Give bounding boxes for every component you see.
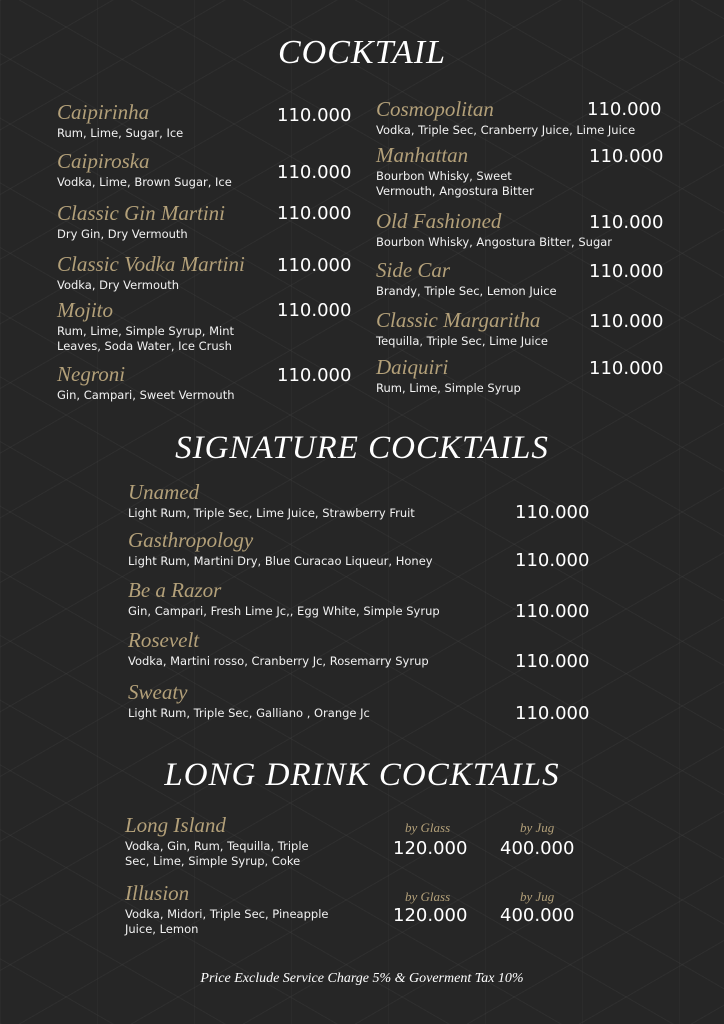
jug-label: by Jug xyxy=(520,820,555,835)
item-description: Rum, Lime, Simple Syrup, Mint Leaves, Soda Water, Ice Crush xyxy=(57,324,235,353)
menu-item xyxy=(128,528,508,569)
item-price: 110.000 xyxy=(589,261,664,282)
glass-price: 120.000 xyxy=(393,905,468,926)
menu-item xyxy=(57,201,272,242)
menu-item xyxy=(128,480,508,521)
item-description: Brandy, Triple Sec, Lemon Juice xyxy=(376,284,557,298)
item-name: Rosevelt xyxy=(128,628,200,652)
item-price: 110.000 xyxy=(277,255,352,276)
glass-label: by Glass xyxy=(405,889,451,904)
item-description: Dry Gin, Dry Vermouth xyxy=(57,227,188,241)
item-description: Bourbon Whisky, Sweet Vermouth, Angostura Bitter xyxy=(376,169,534,198)
glass-price: 120.000 xyxy=(393,838,468,859)
item-name: Sweaty xyxy=(128,680,188,704)
item-price: 110.000 xyxy=(277,203,352,224)
item-description: Gin, Campari, Fresh Lime Jc,, Egg White, Simple Syrup xyxy=(128,604,440,618)
item-name: Caipiroska xyxy=(57,149,150,173)
menu-item xyxy=(57,298,257,354)
item-name: Mojito xyxy=(57,298,113,322)
item-price: 110.000 xyxy=(515,703,590,724)
item-price: 110.000 xyxy=(515,502,590,523)
item-description: Vodka, Dry Vermouth xyxy=(57,278,180,292)
item-description: Rum, Lime, Sugar, Ice xyxy=(57,126,184,140)
item-name: Negroni xyxy=(57,362,126,386)
item-price: 110.000 xyxy=(589,146,664,167)
item-name: Unamed xyxy=(128,480,200,504)
item-price: 110.000 xyxy=(277,105,352,126)
item-description: Vodka, Gin, Rum, Tequilla, Triple Sec, Lime, Simple Syrup, Coke xyxy=(125,839,309,868)
item-name: Cosmopolitan xyxy=(376,97,494,121)
item-name: Caipirinha xyxy=(57,100,150,124)
item-description: Vodka, Midori, Triple Sec, Pineapple Juice, Lemon xyxy=(125,907,329,936)
item-name: Be a Razor xyxy=(128,578,222,602)
glass-label: by Glass xyxy=(405,820,451,835)
item-price: 110.000 xyxy=(515,651,590,672)
menu-item xyxy=(125,813,335,869)
menu-item xyxy=(128,578,508,619)
menu-item xyxy=(125,881,335,937)
menu-item xyxy=(57,362,272,403)
menu-item xyxy=(57,100,272,141)
item-price: 110.000 xyxy=(589,358,664,379)
item-price: 110.000 xyxy=(515,550,590,571)
item-price: 110.000 xyxy=(277,365,352,386)
item-price: 110.000 xyxy=(515,601,590,622)
menu-item xyxy=(128,680,508,721)
menu-item xyxy=(57,252,272,293)
jug-price: 400.000 xyxy=(500,905,575,926)
price-disclaimer: Price Exclude Service Charge 5% & Goverment Tax 10% xyxy=(200,971,524,986)
item-description: Light Rum, Triple Sec, Lime Juice, Strawberry Fruit xyxy=(128,506,415,520)
item-name: Daiquiri xyxy=(376,355,449,379)
item-price: 110.000 xyxy=(589,311,664,332)
item-name: Classic Vodka Martini xyxy=(57,252,245,276)
item-price: 110.000 xyxy=(589,212,664,233)
item-name: Side Car xyxy=(376,258,451,282)
item-description: Bourbon Whisky, Angostura Bitter, Sugar xyxy=(376,235,613,249)
item-name: Gasthropology xyxy=(128,528,254,552)
item-description: Tequilla, Triple Sec, Lime Juice xyxy=(376,334,548,348)
menu-item xyxy=(128,628,508,669)
item-name: Classic Gin Martini xyxy=(57,201,226,225)
item-price: 110.000 xyxy=(587,99,662,120)
item-description: Light Rum, Triple Sec, Galliano , Orange Jc xyxy=(128,706,370,720)
long-drink-title: LONG DRINK COCKTAILS xyxy=(164,757,560,793)
item-description: Vodka, Lime, Brown Sugar, Ice xyxy=(57,175,232,189)
signature-title: SIGNATURE COCKTAILS xyxy=(175,430,549,466)
item-name: Long Island xyxy=(125,813,226,837)
item-name: Manhattan xyxy=(376,143,469,167)
menu-item xyxy=(57,149,272,190)
menu-item xyxy=(376,143,561,199)
item-description: Vodka, Martini rosso, Cranberry Jc, Rosemarry Syrup xyxy=(128,654,429,668)
item-name: Illusion xyxy=(125,881,190,905)
item-price: 110.000 xyxy=(277,300,352,321)
jug-price: 400.000 xyxy=(500,838,575,859)
item-price: 110.000 xyxy=(277,162,352,183)
item-description: Rum, Lime, Simple Syrup xyxy=(376,381,521,395)
item-description: Vodka, Triple Sec, Cranberry Juice, Lime Juice xyxy=(376,123,636,137)
cocktail-title: COCKTAIL xyxy=(278,34,446,71)
item-description: Gin, Campari, Sweet Vermouth xyxy=(57,388,235,402)
item-name: Old Fashioned xyxy=(376,209,502,233)
item-name: Classic Margaritha xyxy=(376,308,541,332)
jug-label: by Jug xyxy=(520,889,555,904)
item-description: Light Rum, Martini Dry, Blue Curacao Liqueur, Honey xyxy=(128,554,433,568)
